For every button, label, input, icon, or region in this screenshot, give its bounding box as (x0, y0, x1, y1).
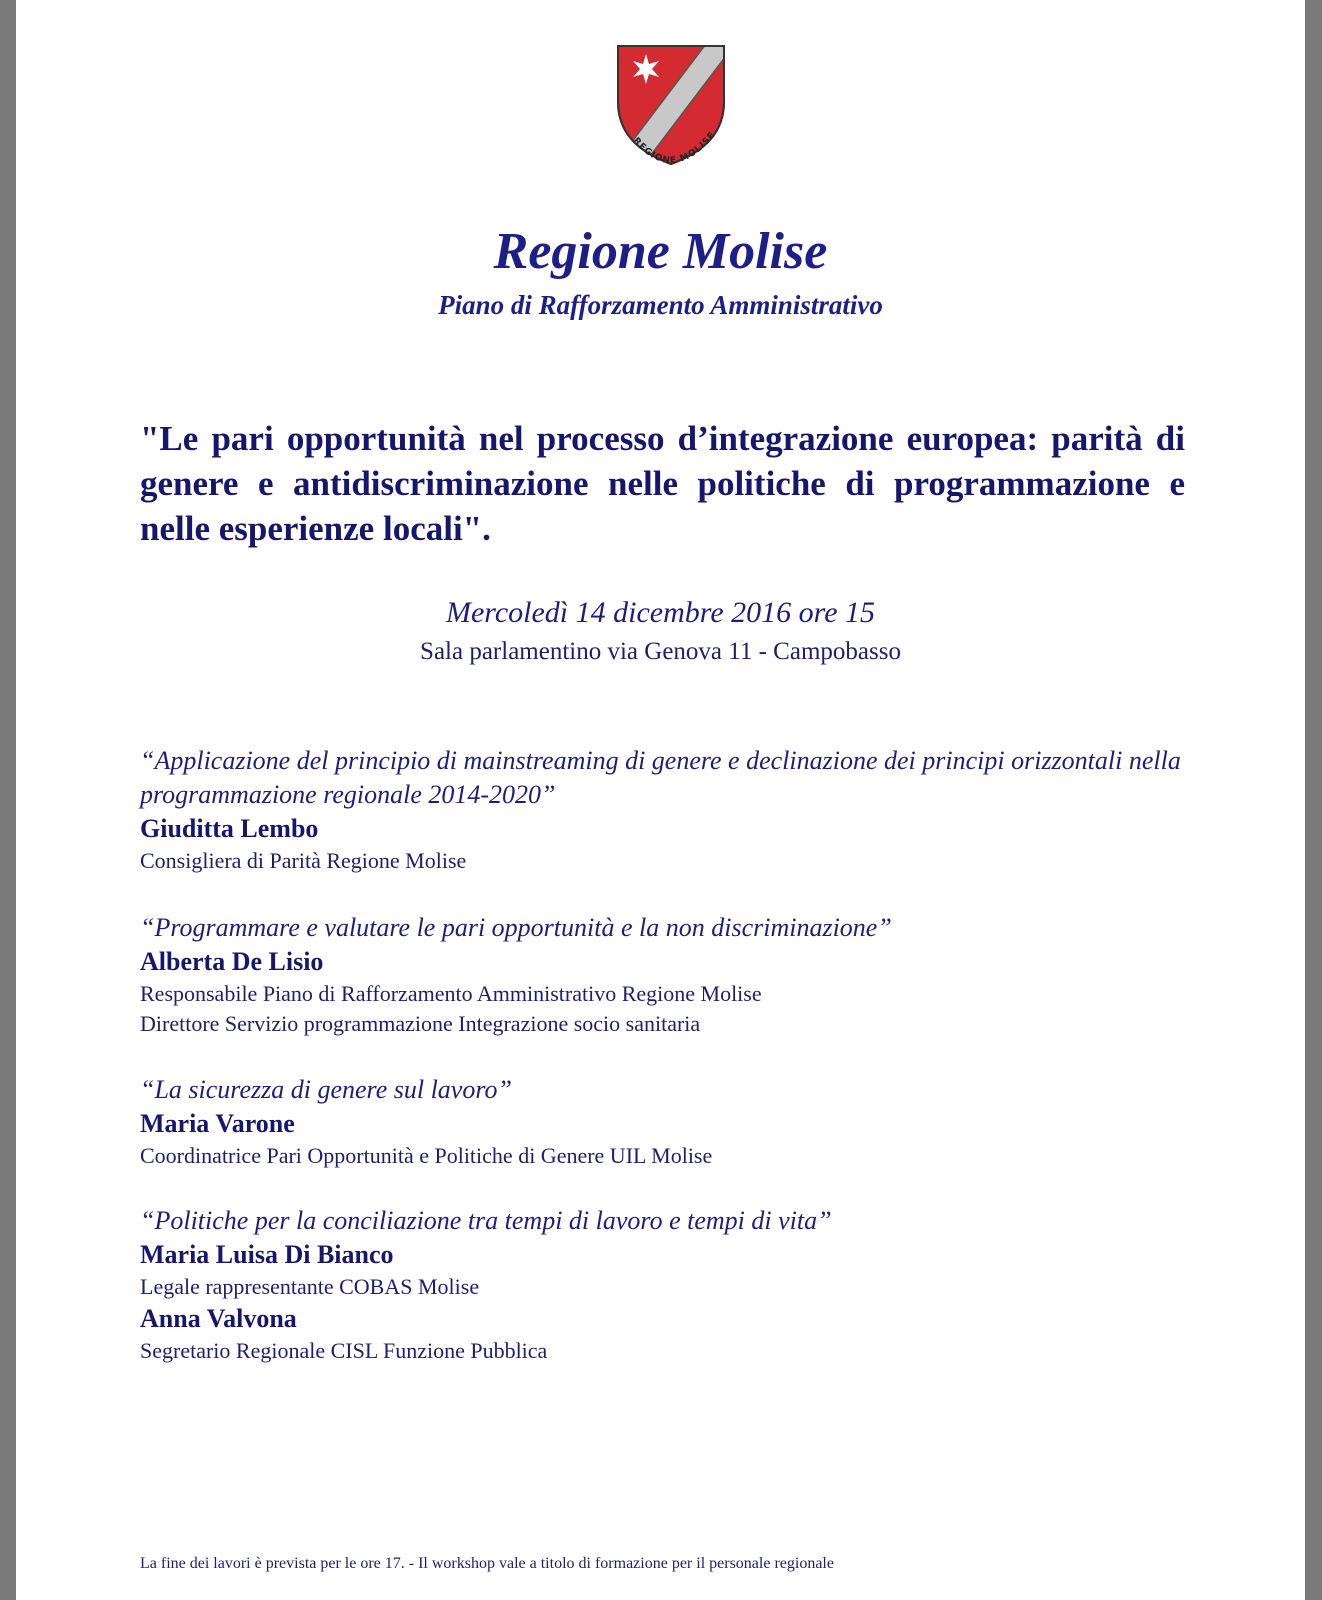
speaker-role: Legale rappresentante COBAS Molise (140, 1274, 480, 1299)
talk-item (140, 744, 1190, 876)
speaker-name: Alberta De Lisio (140, 947, 324, 976)
regione-molise-emblem (608, 42, 738, 182)
event-venue: Sala parlamentino via Genova 11 - Campobasso (420, 638, 901, 665)
speaker-name: Giuditta Lembo (140, 814, 319, 843)
talk-item (140, 911, 1190, 1039)
page-subtitle: Piano di Rafforzamento Amministrativo (438, 290, 883, 320)
talk-item (140, 1073, 1190, 1171)
talk-title: “Programmare e valutare le pari opportunità e la non discriminazione” (140, 913, 892, 942)
talk-title: “Politiche per la conciliazione tra tempi di lavoro e tempi di vita” (140, 1206, 832, 1235)
speaker-name: Anna Valvona (140, 1304, 297, 1333)
talk-title: “La sicurezza di genere sul lavoro” (140, 1075, 512, 1104)
speaker-role: Coordinatrice Pari Opportunità e Politiche di Genere UIL Molise (140, 1143, 713, 1168)
talk-title: “Applicazione del principio di mainstreaming di genere e declinazione dei principi orizzontali nella programmazione regionale 2014-2020” (140, 746, 1181, 809)
speaker-role: Consigliera di Parità Regione Molise (140, 848, 467, 873)
page-title: Regione Molise (493, 223, 828, 280)
speaker-name: Maria Varone (140, 1109, 295, 1138)
svg-text:REGIONE MOLISE: REGIONE MOLISE (630, 129, 719, 167)
talk-item (140, 1204, 1190, 1366)
speaker-role: Segretario Regionale CISL Funzione Pubblica (140, 1338, 548, 1363)
event-title: "Le pari opportunità nel processo d’integrazione europea: parità di genere e antidiscriminazione nelle politiche di programmazione e nelle esperienze locali". (140, 419, 1185, 548)
speaker-role: Direttore Servizio programmazione Integrazione socio sanitaria (140, 1011, 701, 1036)
document-page (16, 0, 1305, 1600)
footer-note: La fine dei lavori è prevista per le ore 17. - Il workshop vale a titolo di formazione per il personale regionale (140, 1555, 834, 1572)
event-date: Mercoledì 14 dicembre 2016 ore 15 (445, 596, 876, 629)
speaker-role: Responsabile Piano di Rafforzamento Amministrativo Regione Molise (140, 981, 762, 1006)
speaker-name: Maria Luisa Di Bianco (140, 1240, 394, 1269)
